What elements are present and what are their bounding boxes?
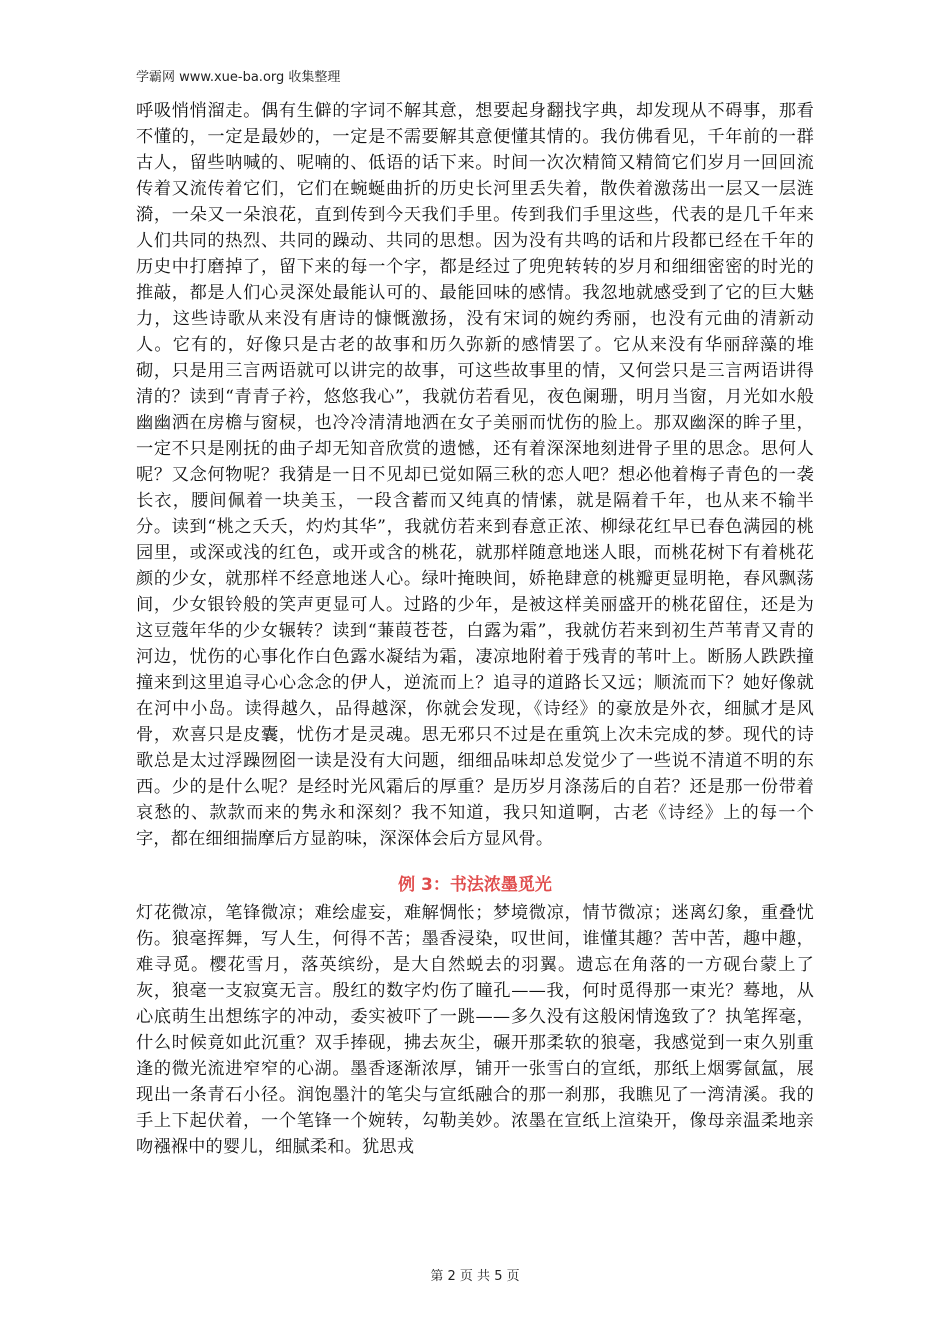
page-footer: 第 2 页 共 5 页 <box>430 1269 520 1284</box>
document-body <box>136 98 814 1160</box>
body-paragraph-2: 灯花微凉，笔锋微凉；难绘虚妄，难解惆怅；梦境微凉，情节微凉；迷离幻象，重叠忧伤。狼毫挥舞，写人生，何得不苦；墨香浸染，叹世间，谁懂其趣？苦中苦，趣中趣，难寻觅。樱花雪月，落英缤纷，是大自然蜕去的羽翼。遗忘在角落的一方砚台蒙上了灰，狼毫一支寂寞无言。殷红的数字灼伤了瞳孔——我，何时觅得那一束光？蓦地，从心底萌生出想练字的冲动，委实被吓了一跳——多久没有这般闲情逸致了？执笔挥毫，什么时候竟如此沉重？双手捧砚，拂去灰尘，碾开那柔软的狼毫，我感觉到一束久别重逢的微光流进窄窄的心湖。墨香逐渐浓厚，铺开一张雪白的宣纸，那纸上烟雾氤氲，展现出一条青石小径。润饱墨汁的笔尖与宣纸融合的那一刹那，我瞧见了一湾清溪。我的手上下起伏着，一个笔锋一个婉转，勾勒美妙。浓墨在宣纸上渲染开，像母亲温柔地亲吻襁褓中的婴儿，细腻柔和。犹思戎 <box>136 903 814 1157</box>
page-header: 学霸网 www.xue-ba.org 收集整理 <box>136 70 341 85</box>
section-heading: 例 3：书法浓墨觅光 <box>398 875 552 895</box>
body-paragraph-1: 呼吸悄悄溜走。偶有生僻的字词不解其意，想要起身翻找字典，却发现从不碍事，那看不懂的，一定是最妙的，一定是不需要解其意便懂其情的。我仿佛看见，千年前的一群古人，留些呐喊的、呢喃的、低语的话下来。时间一次次精简又精简它们岁月一回回流传着又流传着它们，它们在蜿蜒曲折的历史长河里丢失着，散佚着激荡出一层又一层涟漪，一朵又一朵浪花，直到传到今天我们手里。传到我们手里这些，代表的是几千年来人们共同的热烈、共同的躁动、共同的思想。因为没有共鸣的话和片段都已经在千年的历史中打磨掉了，留下来的每一个字，都是经过了兜兜转转的岁月和细细密密的时光的推敲，都是人们心灵深处最能认可的、最能回味的感情。我忽地就感受到了它的巨大魅力，这些诗歌从来没有唐诗的慷慨激扬，没有宋词的婉约秀丽，也没有元曲的清新动人。它有的，好像只是古老的故事和历久弥新的感情罢了。它从来没有华丽辞藻的堆砌，只是用三言两语就可以讲完的故事，可这些故事里的情，又何尝只是三言两语讲得清的？读到“青青子衿，悠悠我心”，我就仿若看见，夜色阑珊，明月当窗，月光如水般幽幽洒在房檐与窗棂，也冷冷清清地洒在女子美丽而忧伤的脸上。那双幽深的眸子里，一定不只是刚抚的曲子却无知音欣赏的遗憾，还有着深深地刻进骨子里的思念。思何人呢？又念何物呢？我猜是一日不见却已觉如隔三秋的恋人吧？想必他着梅子青色的一袭长衣，腰间佩着一块美玉，一段含蓄而又纯真的情愫，就是隔着千年，也从来不输半分。读到“桃之夭夭，灼灼其华”，我就仿若来到春意正浓、柳绿花红早已春色满园的桃园里，或深或浅的红色，或开或含的桃花，就那样随意地迷人眼，而桃花树下有着桃花颜的少女，就那样不经意地迷人心。绿叶掩映间，娇艳肆意的桃瓣更显明艳，春风飘荡间，少女银铃般的笑声更显可人。过路的少年，是被这样美丽盛开的桃花留住，还是为这豆蔻年华的少女辗转？读到“蒹葭苍苍，白露为霜”，我就仿若来到初生芦苇青又青的河边，忧伤的心事化作白色露水凝结为霜，凄凉地附着于残青的苇叶上。断肠人跌跌撞撞来到这里追寻心心念念的伊人，逆流而上？追寻的道路长又远；顺流而下？她好像就在河中小岛。读得越久，品得越深，你就会发现，《诗经》的豪放是外衣，细腻才是风骨，欢喜只是皮囊，忧伤才是灵魂。思无邪只不过是在重筑上次未完成的梦。现代的诗歌总是太过浮躁囫囵一读是没有大问题，细细品味却总发觉少了一些说不清道不明的东西。少的是什么呢？是经时光风霜后的厚重？是历岁月涤荡后的自若？还是那一份带着哀愁的、款款而来的隽永和深刻？我不知道，我只知道啊，古老《诗经》上的每一个字，都在细细揣摩后方显韵味，深深体会后方显风骨。 <box>136 101 814 849</box>
